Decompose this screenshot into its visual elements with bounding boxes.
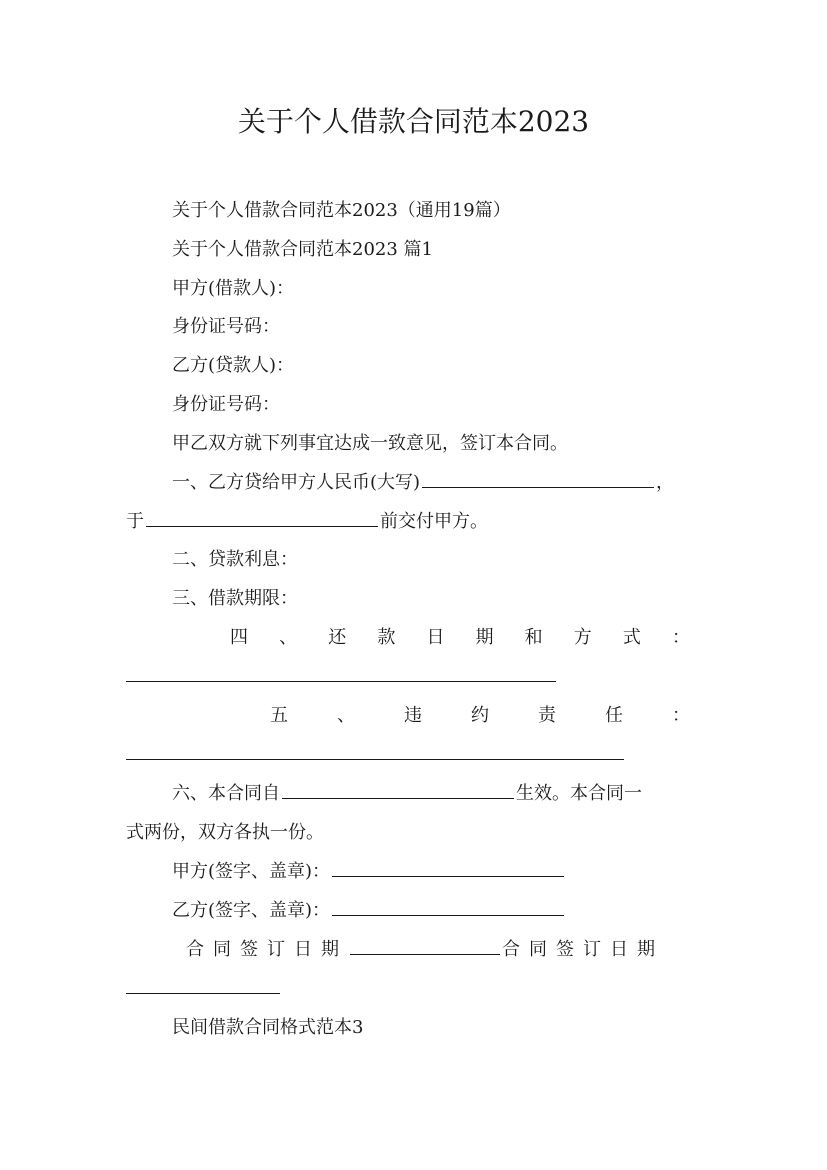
clause-five-char: 、	[337, 705, 355, 726]
signing-date-label: 合同签订日期	[186, 939, 348, 960]
clause-one-text: 一、乙方贷给甲方人民币(大写)	[172, 472, 421, 493]
clause-four-char: ：	[671, 627, 690, 648]
id-number-label: 身份证号码：	[172, 394, 280, 415]
clause-four-char: 日	[426, 627, 445, 648]
id-number-label: 身份证号码：	[172, 316, 280, 337]
clause-four-char: 期	[475, 627, 494, 648]
clause-four-char: 方	[573, 627, 592, 648]
clause-three: 三、借款期限：	[172, 588, 298, 609]
clause-one	[126, 469, 752, 497]
clause-five-char: 责	[538, 705, 556, 726]
party-b-signature	[126, 897, 752, 925]
signing-date-blank-2	[126, 975, 280, 994]
party-b-signature-label: 乙方(签字、盖章)：	[172, 900, 331, 921]
clause-four	[230, 624, 690, 652]
clause-six-cont: 式两份，双方各执一份。	[126, 822, 324, 843]
agreement-statement: 甲乙双方就下列事宜达成一致意见，签订本合同。	[172, 433, 568, 454]
clause-five-char: 五	[270, 705, 288, 726]
date-blank	[146, 508, 378, 527]
subtitle-line: 关于个人借款合同范本2023（通用19篇）	[172, 200, 511, 221]
clause-four-char: 、	[279, 627, 298, 648]
clause-four-char: 款	[377, 627, 396, 648]
clause-two: 二、贷款利息：	[172, 549, 298, 570]
next-section-heading: 民间借款合同格式范本3	[172, 1017, 364, 1038]
party-a-signature	[126, 858, 752, 886]
section-heading: 关于个人借款合同范本2023 篇1	[172, 239, 433, 260]
clause-five	[270, 702, 690, 730]
breach-blank	[126, 741, 624, 760]
clause-five-char: 违	[404, 705, 422, 726]
repayment-blank	[126, 663, 556, 682]
borrower-label: 甲方(借款人)：	[172, 278, 295, 299]
document-title: 关于个人借款合同范本2023	[237, 105, 590, 138]
signing-date-line	[186, 936, 706, 964]
clause-one-cont-start: 于	[126, 511, 144, 532]
amount-blank	[422, 469, 654, 488]
clause-six-end: 生效。本合同一	[516, 783, 642, 804]
clause-four-char: 四	[230, 627, 248, 648]
effective-date-blank	[282, 780, 514, 799]
clause-six	[126, 780, 752, 808]
clause-six-text: 六、本合同自	[172, 783, 280, 804]
clause-one-cont-end: 前交付甲方。	[380, 511, 488, 532]
clause-five-char: 约	[471, 705, 489, 726]
clause-four-char: 和	[524, 627, 543, 648]
clause-four-char: 式	[622, 627, 641, 648]
clause-four-blank-line	[126, 663, 706, 691]
signing-date-label-2: 合同签订日期	[502, 939, 664, 960]
clause-five-char: ：	[672, 705, 690, 726]
party-a-signature-label: 甲方(签字、盖章)：	[172, 861, 331, 882]
clause-five-blank-line	[126, 741, 706, 769]
party-a-signature-blank	[332, 858, 564, 877]
signing-date-blank	[350, 936, 500, 955]
signing-date-blank-line	[126, 975, 706, 1003]
lender-label: 乙方(贷款人)：	[172, 355, 295, 376]
clause-one-cont	[126, 508, 706, 536]
clause-five-char: 任	[605, 705, 623, 726]
clause-one-comma: ，	[656, 472, 675, 493]
clause-four-char: 还	[328, 627, 347, 648]
party-b-signature-blank	[332, 897, 564, 916]
